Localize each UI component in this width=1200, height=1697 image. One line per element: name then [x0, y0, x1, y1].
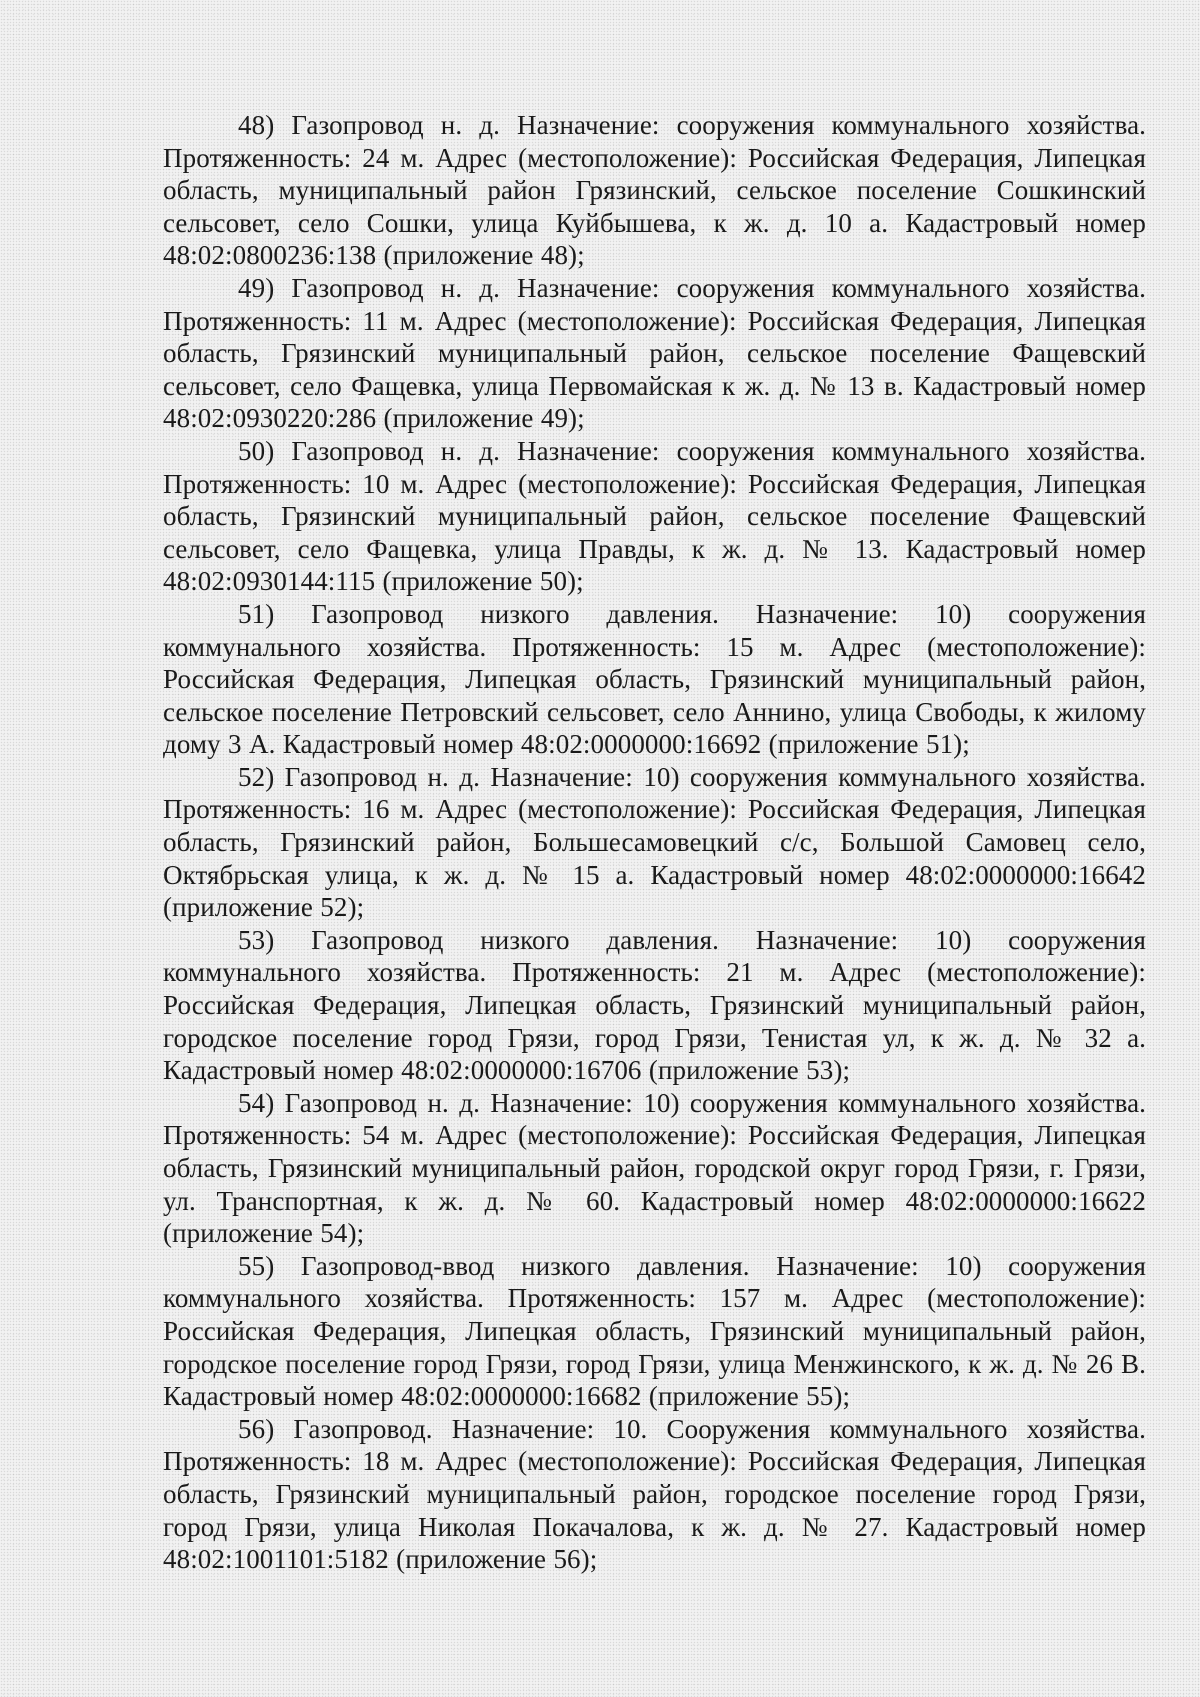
list-item-50: 50) Газопровод н. д. Назначение: сооружения коммунального хозяйства. Протяженность: 10 м. Адрес (местоположение): Российская Федерация, Липецкая область, Грязинский муниципальный район, сельское поселение Фащевский сельсовет, село Фащевка, улица Правды, к ж. д. № 13. Кадастровый номер 48:02:0930144:115 (приложение 50); [163, 435, 1146, 597]
list-item-53: 53) Газопровод низкого давления. Назначение: 10) сооружения коммунального хозяйства. Протяженность: 21 м. Адрес (местоположение): Российская Федерация, Липецкая область, Грязинский муниципальный район, городское поселение город Грязи, город Грязи, Тенистая ул, к ж. д. № 32 а. Кадастровый номер 48:02:0000000:16706 (приложение 53); [163, 924, 1146, 1086]
document-body [163, 109, 1146, 1576]
list-item-56: 56) Газопровод. Назначение: 10. Сооружения коммунального хозяйства. Протяженность: 18 м. Адрес (местоположение): Российская Федерация, Липецкая область, Грязинский муниципальный район, городское поселение город Грязи, город Грязи, улица Николая Покачалова, к ж. д. № 27. Кадастровый номер 48:02:1001101:5182 (приложение 56); [163, 1413, 1146, 1575]
list-item-49: 49) Газопровод н. д. Назначение: сооружения коммунального хозяйства. Протяженность: 11 м. Адрес (местоположение): Российская Федерация, Липецкая область, Грязинский муниципальный район, сельское поселение Фащевский сельсовет, село Фащевка, улица Первомайская к ж. д. № 13 в. Кадастровый номер 48:02:0930220:286 (приложение 49); [163, 272, 1146, 434]
list-item-55: 55) Газопровод-ввод низкого давления. Назначение: 10) сооружения коммунального хозяйства. Протяженность: 157 м. Адрес (местоположение): Российская Федерация, Липецкая область, Грязинский муниципальный район, городское поселение город Грязи, город Грязи, улица Менжинского, к ж. д. № 26 В. Кадастровый номер 48:02:0000000:16682 (приложение 55); [163, 1250, 1146, 1412]
list-item-48: 48) Газопровод н. д. Назначение: сооружения коммунального хозяйства. Протяженность: 24 м. Адрес (местоположение): Российская Федерация, Липецкая область, муниципальный район Грязинский, сельское поселение Сошкинский сельсовет, село Сошки, улица Куйбышева, к ж. д. 10 а. Кадастровый номер 48:02:0800236:138 (приложение 48); [163, 110, 1146, 271]
list-item-51: 51) Газопровод низкого давления. Назначение: 10) сооружения коммунального хозяйства. Протяженность: 15 м. Адрес (местоположение): Российская Федерация, Липецкая область, Грязинский муниципальный район, сельское поселение Петровский сельсовет, село Аннино, улица Свободы, к жилому дому 3 А. Кадастровый номер 48:02:0000000:16692 (приложение 51); [163, 598, 1146, 760]
list-item-54: 54) Газопровод н. д. Назначение: 10) сооружения коммунального хозяйства. Протяженность: 54 м. Адрес (местоположение): Российская Федерация, Липецкая область, Грязинский муниципальный район, городской округ город Грязи, г. Грязи, ул. Транспортная, к ж. д. № 60. Кадастровый номер 48:02:0000000:16622 (приложение 54); [163, 1087, 1146, 1249]
list-item-52: 52) Газопровод н. д. Назначение: 10) сооружения коммунального хозяйства. Протяженность: 16 м. Адрес (местоположение): Российская Федерация, Липецкая область, Грязинский район, Большесамовецкий с/с, Большой Самовец село, Октябрьская улица, к ж. д. № 15 а. Кадастровый номер 48:02:0000000:16642 (приложение 52); [163, 761, 1146, 923]
